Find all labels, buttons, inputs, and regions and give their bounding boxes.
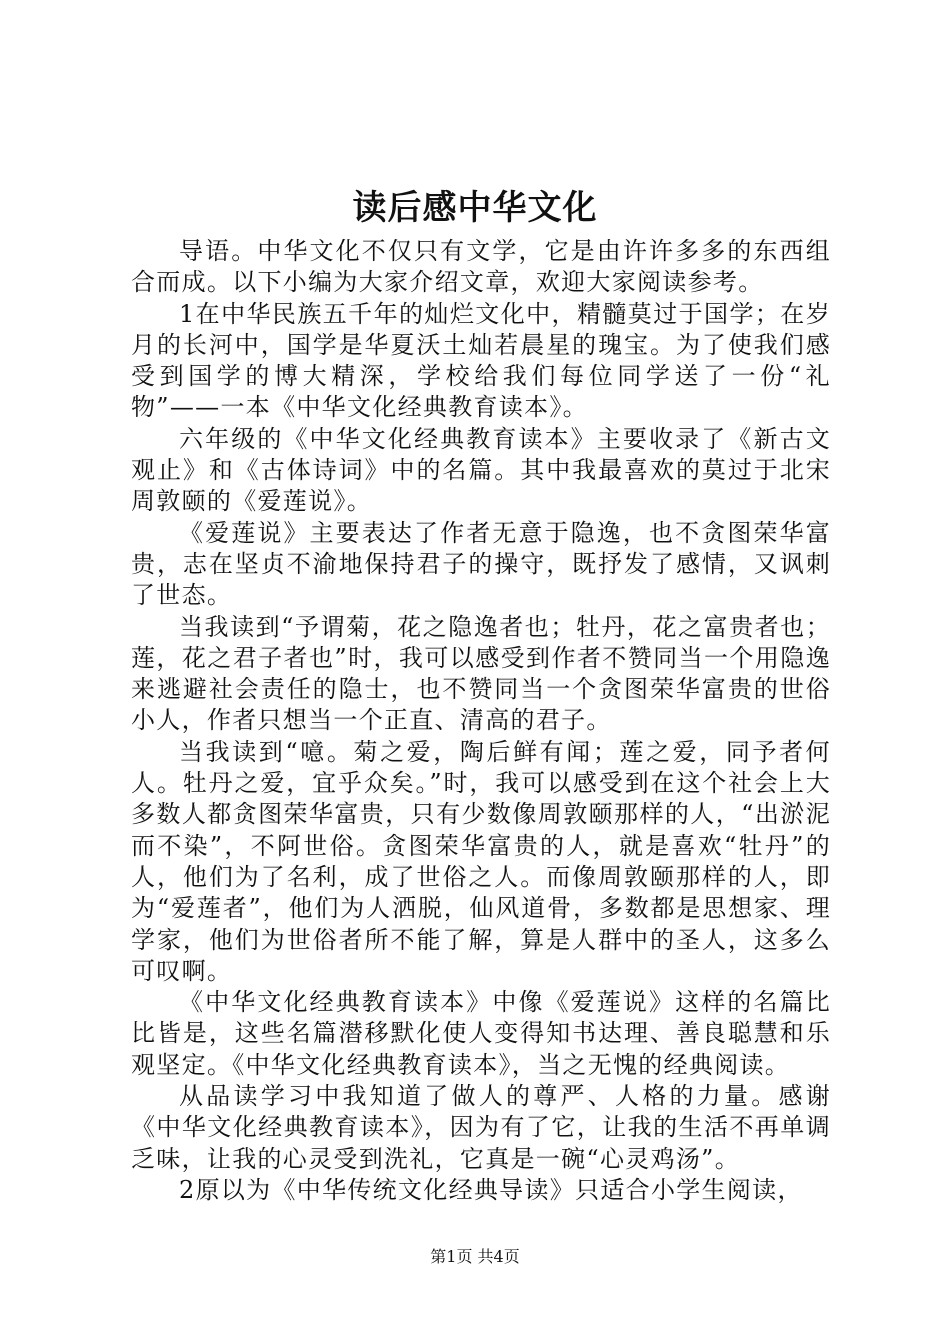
paragraph: 当我读到“予谓菊，花之隐逸者也；牡丹，花之富贵者也；莲，花之君子者也”时，我可以感受到作者不赞同当一个用隐逸来逃避社会责任的隐士，也不赞同当一个贪图荣华富贵的世俗小人，作者只想当一个正直、清高的君子。 [131,612,831,735]
paragraph: 1在中华民族五千年的灿烂文化中，精髓莫过于国学；在岁月的长河中，国学是华夏沃土灿若晨星的瑰宝。为了使我们感受到国学的博大精深，学校给我们每位同学送了一份“礼物”——一本《中华文化经典教育读本》。 [131,299,831,422]
paragraph: 2原以为《中华传统文化经典导读》只适合小学生阅读， [179,1175,803,1204]
paragraph: 从品读学习中我知道了做人的尊严、人格的力量。感谢《中华文化经典教育读本》，因为有了它，让我的生活不再单调乏味，让我的心灵受到洗礼，它真是一碗“心灵鸡汤”。 [131,1082,831,1173]
paragraph: 当我读到“噫。菊之爱，陶后鲜有闻；莲之爱，同予者何人。牡丹之爱，宜乎众矣。”时，我可以感受到在这个社会上大多数人都贪图荣华富贵，只有少数像周敦颐那样的人，“出淤泥而不染”，不阿世俗。贪图荣华富贵的人，就是喜欢“牡丹”的人，他们为了名利，成了世俗之人。而像周敦颐那样的人，即为“爱莲者”，他们为人洒脱，仙风道骨，多数都是思想家、理学家，他们为世俗者所不能了解，算是人群中的圣人，这多么可叹啊。 [131,737,831,985]
paragraph: 《爱莲说》主要表达了作者无意于隐逸，也不贪图荣华富贵，志在坚贞不渝地保持君子的操守，既抒发了感情，又讽刺了世态。 [131,518,831,610]
document-body [131,236,831,1206]
paragraph: 《中华文化经典教育读本》中像《爱莲说》这样的名篇比比皆是，这些名篇潜移默化使人变得知书达理、善良聪慧和乐观坚定。《中华文化经典教育读本》，当之无愧的经典阅读。 [131,988,831,1079]
paragraph-intro: 导语。中华文化不仅只有文学，它是由许许多多的东西组合而成。以下小编为大家介绍文章，欢迎大家阅读参考。 [131,237,831,297]
document-title: 读后感中华文化 [352,188,598,228]
paragraph: 六年级的《中华文化经典教育读本》主要收录了《新古文观止》和《古体诗词》中的名篇。其中我最喜欢的莫过于北宋周敦颐的《爱莲说》。 [131,424,831,516]
page-footer: 第1页 共4页 [430,1247,520,1266]
